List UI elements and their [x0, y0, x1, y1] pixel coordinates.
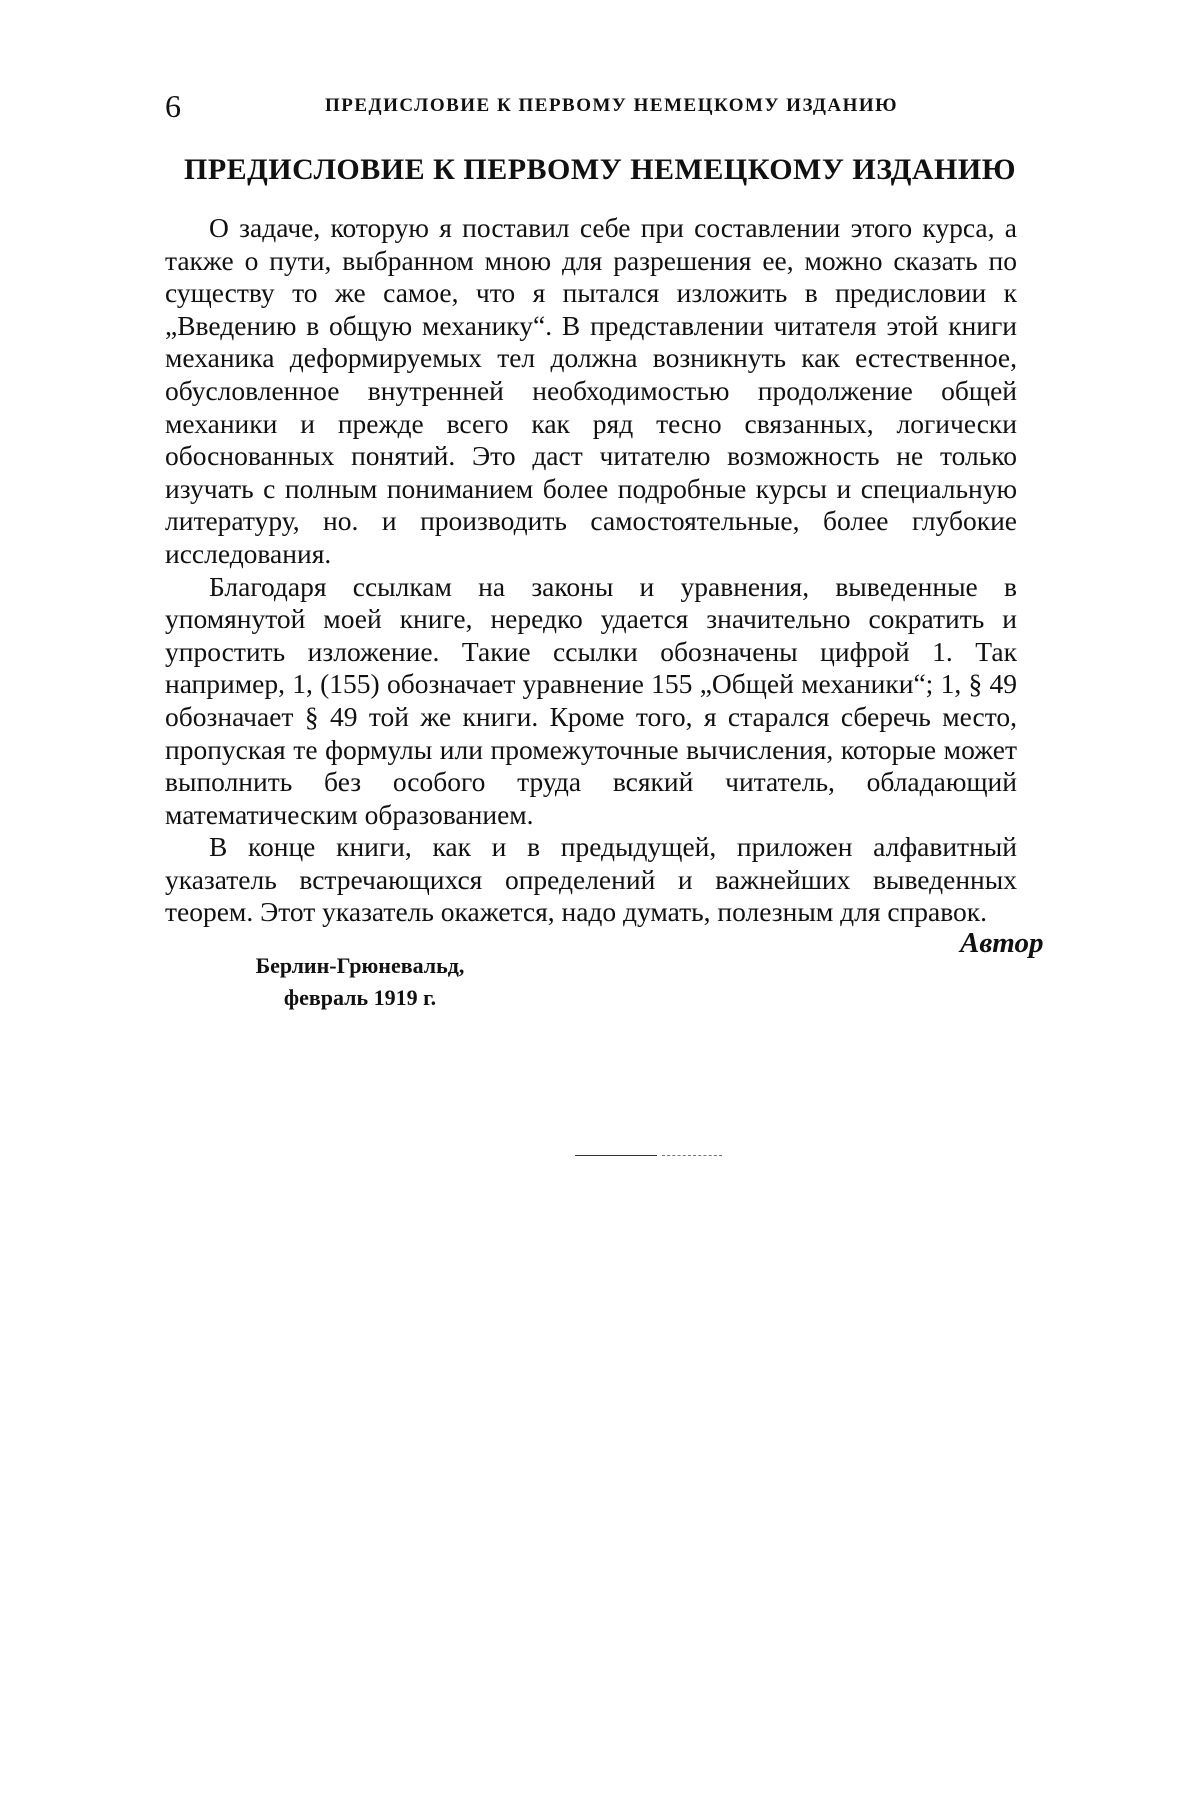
- preface-body: [165, 212, 1017, 929]
- chapter-title: ПРЕДИСЛОВИЕ К ПЕРВОМУ НЕМЕЦКОМУ ИЗДАНИЮ: [184, 153, 1016, 186]
- paragraph-3: В конце книги, как и в предыдущей, приложен алфавитный указатель встречающихся определений и важнейших выведенных теорем. Этот указатель окажется, надо думать, полезным для справок.: [165, 831, 1017, 928]
- place-line: Берлин-Грюневальд,: [255, 953, 465, 978]
- closing-rule-dashes: [662, 1155, 722, 1156]
- place-date: [230, 950, 490, 1014]
- running-head: [165, 86, 1015, 126]
- paragraph-2: Благодаря ссылкам на законы и уравнения, выведенные в упомянутой моей книге, нередко удается значительно сократить и упростить изложение. Такие ссылки обозначены цифрой 1. Так например, 1, (155) обозначает уравнение 155 „Общей механики“; 1, § 49 обозначает § 49 той же книги. Кроме того, я старался сберечь место, пропуская те формулы или промежуточные вычисления, которые может выполнить без особого труда всякий читатель, обладающий математическим образованием.: [165, 570, 1017, 830]
- page-number: 6: [165, 88, 181, 124]
- closing-rule: [575, 1155, 657, 1156]
- paragraph-1: О задаче, которую я поставил себе при составлении этого курса, а также о пути, выбранном мною для разрешения ее, можно сказать по существу то же самое, что я пытался изложить в предисловии к „Введению в общую механику“. В представлении читателя этой книги механика деформируемых тел должна возникнуть как естественное, обусловленное внутренней необходимостью продолжение общей механики и прежде всего как ряд тесно связанных, логически обоснованных понятий. Это даст читателю возможность не только изучать с полным пониманием более подробные курсы и специальную литературу, но. и производить самостоятельные, более глубокие исследования.: [165, 212, 1017, 569]
- date-line: февраль 1919 г.: [283, 985, 437, 1010]
- running-title: ПРЕДИСЛОВИЕ К ПЕРВОМУ НЕМЕЦКОМУ ИЗДАНИЮ: [325, 95, 899, 116]
- author-signature: Автор: [960, 927, 1044, 959]
